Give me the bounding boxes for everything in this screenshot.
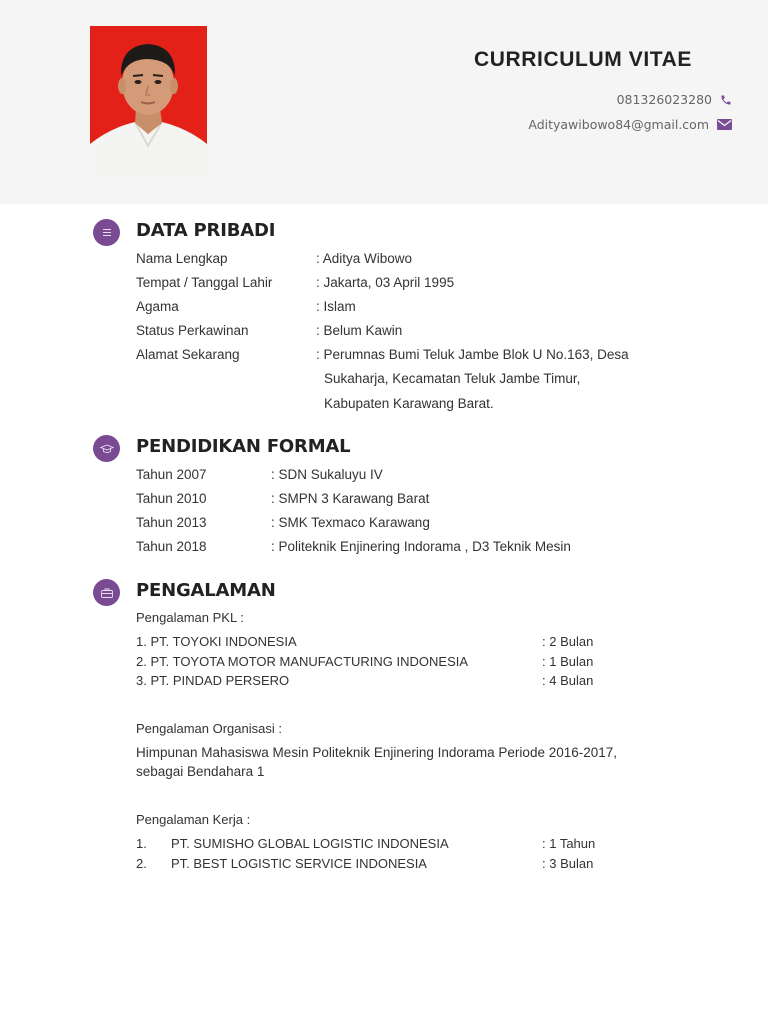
phone-icon xyxy=(720,94,732,106)
row-label: Tahun 2007 xyxy=(136,467,207,482)
row-label: PT. BEST LOGISTIC SERVICE INDONESIA xyxy=(171,856,427,871)
address-line: Sukaharja, Kecamatan Teluk Jambe Timur, xyxy=(324,371,581,386)
row-number: 2. xyxy=(136,856,147,871)
data-pribadi-heading: DATA PRIBADI xyxy=(136,220,276,241)
cv-title: CURRICULUM VITAE xyxy=(474,48,693,71)
row-value: : Aditya Wibowo xyxy=(316,251,413,266)
row-label: 2. PT. TOYOTA MOTOR MANUFACTURING INDONESIA xyxy=(136,654,469,669)
envelope-icon xyxy=(717,119,732,130)
row-value: : 2 Bulan xyxy=(542,634,594,649)
list-icon xyxy=(93,219,120,246)
row-value: : Islam xyxy=(316,299,356,314)
row-value: : SMPN 3 Karawang Barat xyxy=(271,491,430,506)
row-value: : 1 Tahun xyxy=(542,836,596,851)
pkl-label: Pengalaman PKL : xyxy=(136,610,244,625)
org-label: Pengalaman Organisasi : xyxy=(136,721,282,736)
org-line: sebagai Bendahara 1 xyxy=(136,764,265,779)
row-value: : Jakarta, 03 April 1995 xyxy=(316,275,455,290)
row-value: : 1 Bulan xyxy=(542,654,594,669)
row-label: 3. PT. PINDAD PERSERO xyxy=(136,673,290,688)
row-number: 1. xyxy=(136,836,147,851)
phone-number: 081326023280 xyxy=(616,92,712,107)
email-address: Adityawibowo84@gmail.com xyxy=(528,117,709,132)
graduation-cap-icon xyxy=(93,435,120,462)
row-value: : SMK Texmaco Karawang xyxy=(271,515,430,530)
row-value: : Perumnas Bumi Teluk Jambe Blok U No.163, Desa xyxy=(316,347,629,362)
row-label: Tempat / Tanggal Lahir xyxy=(136,275,273,290)
email-contact xyxy=(528,117,732,132)
briefcase-icon xyxy=(93,579,120,606)
profile-photo xyxy=(90,26,207,181)
address-line: Kabupaten Karawang Barat. xyxy=(324,396,494,411)
phone-contact xyxy=(617,92,732,107)
row-label: 1. PT. TOYOKI INDONESIA xyxy=(136,634,297,649)
row-label: Agama xyxy=(136,299,179,314)
row-value: : 3 Bulan xyxy=(542,856,594,871)
row-label: Tahun 2010 xyxy=(136,491,207,506)
row-label: PT. SUMISHO GLOBAL LOGISTIC INDONESIA xyxy=(171,836,449,851)
row-value: : Politeknik Enjinering Indorama , D3 Teknik Mesin xyxy=(271,539,571,554)
row-label: Alamat Sekarang xyxy=(136,347,240,362)
row-value: : Belum Kawin xyxy=(316,323,403,338)
row-label: Tahun 2013 xyxy=(136,515,207,530)
row-label: Status Perkawinan xyxy=(136,323,249,338)
kerja-label: Pengalaman Kerja : xyxy=(136,812,251,827)
row-value: : SDN Sukaluyu IV xyxy=(271,467,383,482)
row-value: : 4 Bulan xyxy=(542,673,594,688)
pendidikan-heading: PENDIDIKAN FORMAL xyxy=(136,436,351,457)
pengalaman-heading: PENGALAMAN xyxy=(136,580,276,601)
org-line: Himpunan Mahasiswa Mesin Politeknik Enjinering Indorama Periode 2016-2017, xyxy=(136,745,618,760)
row-label: Nama Lengkap xyxy=(136,251,228,266)
row-label: Tahun 2018 xyxy=(136,539,207,554)
